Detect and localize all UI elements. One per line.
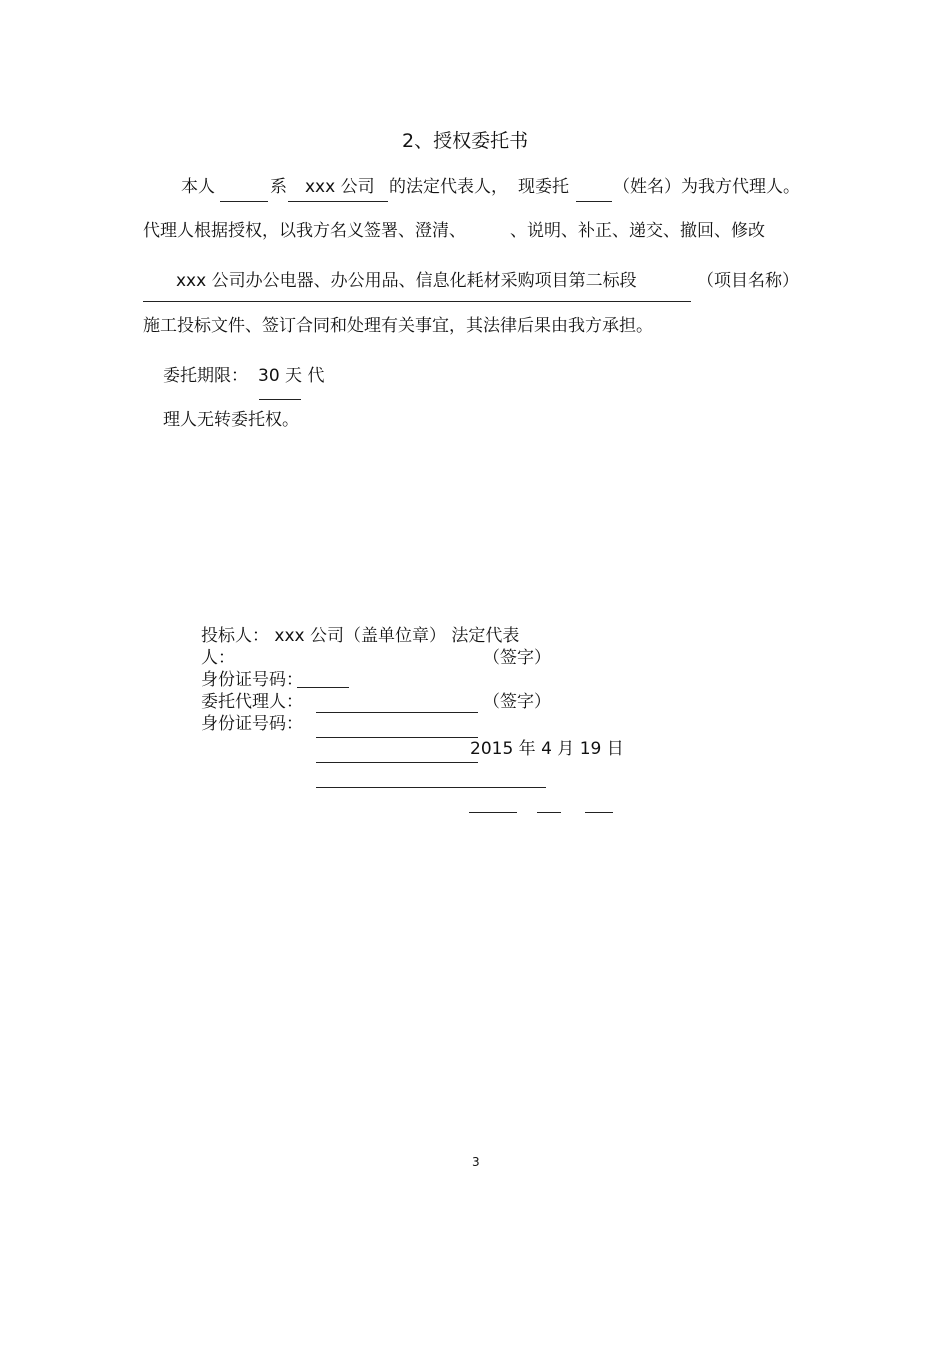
sign-label-1: （签字） (483, 648, 551, 668)
term-label: 委托期限： (163, 366, 248, 386)
blank-line-a (316, 762, 478, 763)
term-underline (259, 399, 301, 400)
document-title: 2、授权委托书 (402, 130, 529, 152)
legal-rep-cont: 人： (201, 648, 235, 668)
para2-text-2: 、说明、补正、递交、撤回、修改 (510, 221, 765, 241)
blank-line-b (316, 787, 546, 788)
signing-date: 2015 年 4 月 19 日 (470, 739, 624, 759)
para1-text-3: 的法定代表人， (389, 177, 508, 197)
para1-text-2: 系 (270, 177, 287, 197)
date-year-underline (469, 812, 517, 813)
blank-agent-name-line (576, 201, 612, 202)
para3-text: 施工投标文件、签订合同和处理有关事宜，其法律后果由我方承担。 (143, 316, 653, 336)
id-number-label-2: 身份证号码： (201, 714, 303, 734)
sign-label-2: （签字） (483, 692, 551, 712)
date-month-underline (537, 812, 561, 813)
project-name-label: （项目名称） (697, 271, 799, 291)
bidder-line: 投标人： xxx 公司（盖单位章） 法定代表 (201, 626, 520, 646)
date-day-underline (585, 812, 613, 813)
agent-line (316, 712, 478, 713)
para1-text-1: 本人 (181, 177, 215, 197)
para2-text-1: 代理人根据授权，以我方名义签署、澄清、 (143, 221, 466, 241)
agent-label: 委托代理人： (201, 692, 303, 712)
term-value: 30 天 代 (258, 366, 325, 386)
project-name: xxx 公司办公电器、办公用品、信息化耗材采购项目第二标段 (176, 271, 637, 291)
id-number-label-1: 身份证号码： (201, 670, 303, 690)
para1-text-5: （姓名）为我方代理人。 (613, 177, 800, 197)
project-name-underline (143, 301, 691, 302)
id-number-line-2 (316, 737, 478, 738)
company-underline (288, 201, 388, 202)
id-number-line-1 (297, 687, 349, 688)
term-line2: 理人无转委托权。 (163, 410, 299, 430)
page-number: 3 (472, 1155, 480, 1169)
para1-text-4: 现委托 (518, 177, 569, 197)
blank-name-line (220, 201, 268, 202)
company-name: xxx 公司 (305, 177, 375, 197)
